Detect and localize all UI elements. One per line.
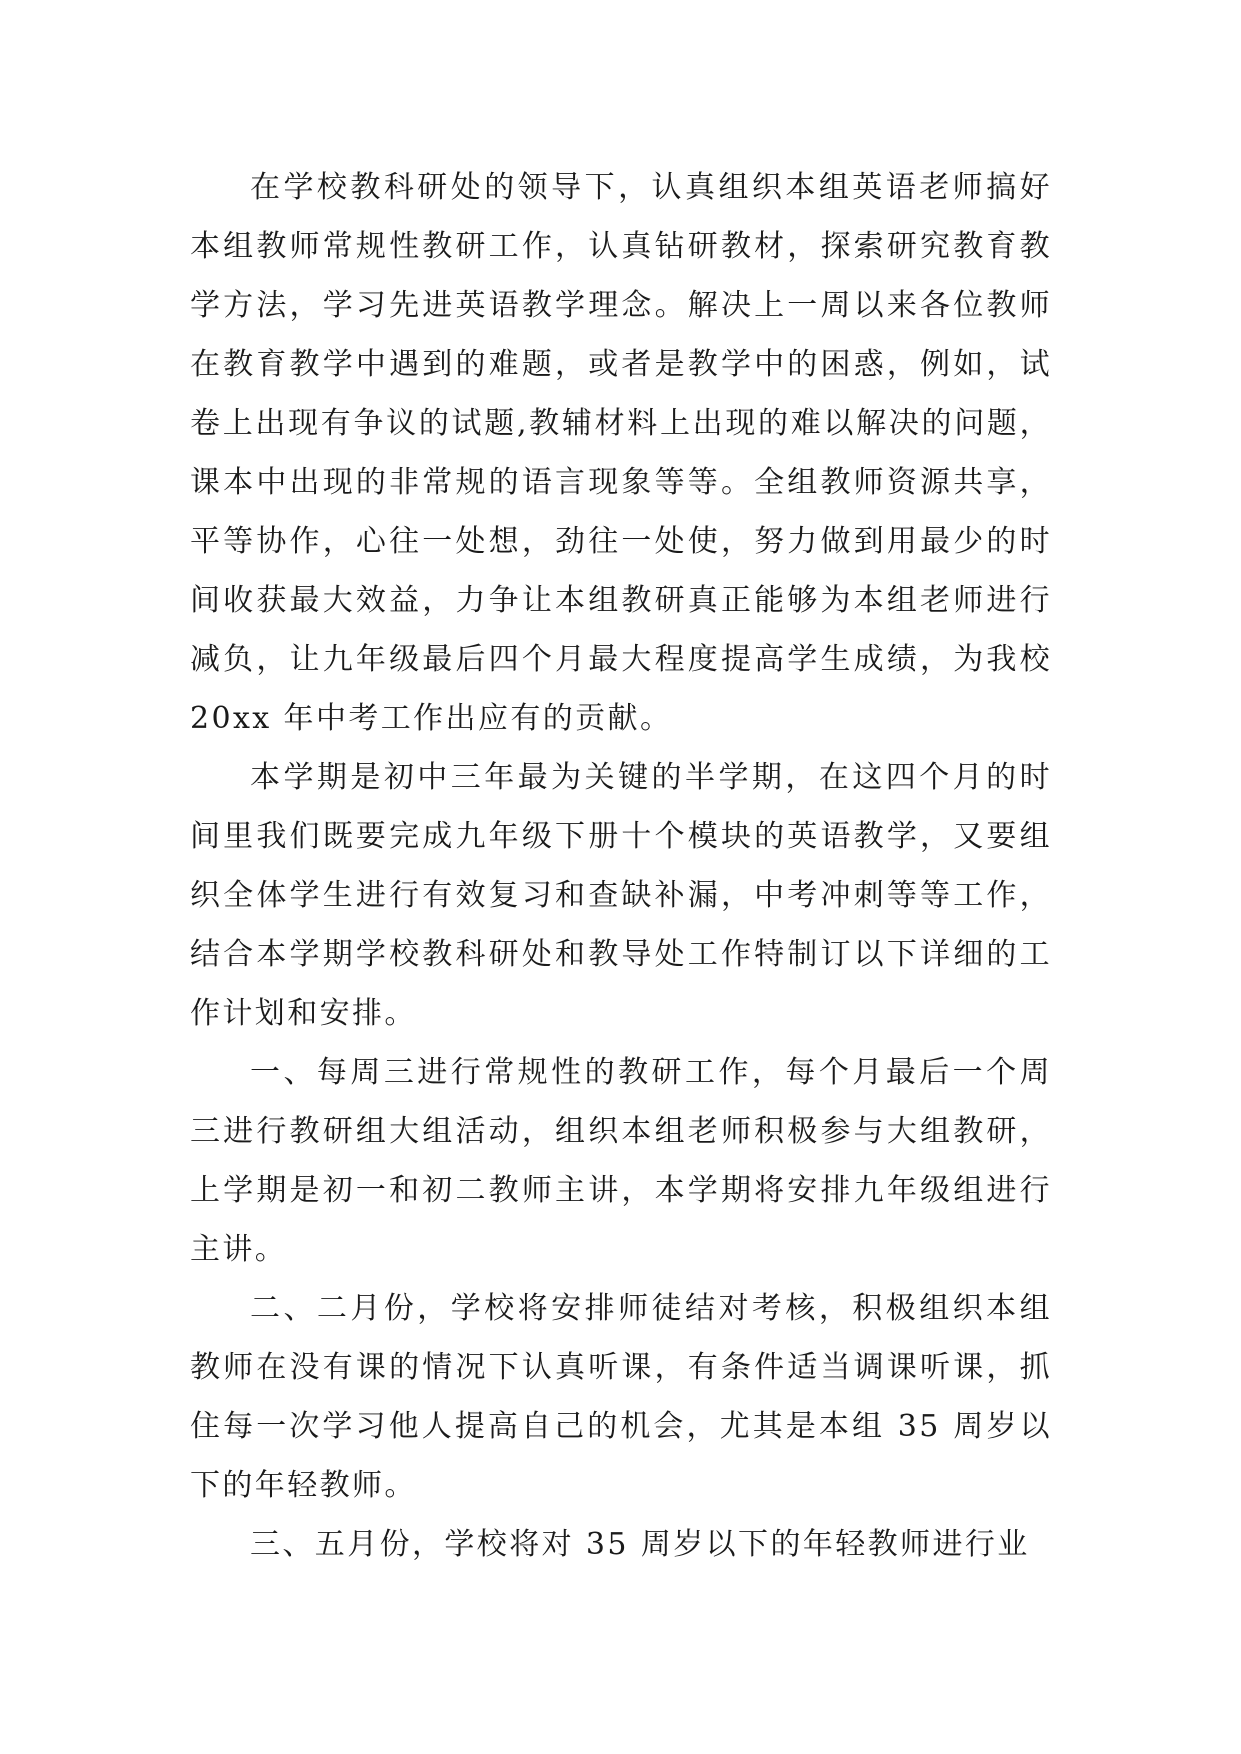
paragraph-intro: 在学校教科研处的领导下，认真组织本组英语老师搞好本组教师常规性教研工作，认真钻研教材，探索研究教育教学方法，学习先进英语教学理念。解决上一周以来各位教师在教育教学中遇到的难题，或者是教学中的困惑，例如，试卷上出现有争议的试题,教辅材料上出现的难以解决的问题，课本中出现的非常规的语言现象等等。全组教师资源共享，平等协作，心往一处想，劲往一处使，努力做到用最少的时间收获最大效益，力争让本组教研真正能够为本组老师进行减负，让九年级最后四个月最大程度提高学生成绩，为我校20xx 年中考工作出应有的贡献。 <box>190 170 1052 736</box>
document-body <box>190 158 1052 1574</box>
paragraph-item-2: 二、二月份，学校将安排师徒结对考核，积极组织本组教师在没有课的情况下认真听课，有条件适当调课听课，抓住每一次学习他人提高自己的机会，尤其是本组 35 周岁以下的年轻教师。 <box>190 1291 1052 1503</box>
paragraph-semester-overview: 本学期是初中三年最为关键的半学期，在这四个月的时间里我们既要完成九年级下册十个模块的英语教学，又要组织全体学生进行有效复习和查缺补漏，中考冲刺等等工作，结合本学期学校教科研处和教导处工作特制订以下详细的工作计划和安排。 <box>190 760 1052 1031</box>
paragraph-item-3: 三、五月份，学校将对 35 周岁以下的年轻教师进行业 <box>250 1527 1030 1562</box>
paragraph-item-1: 一、每周三进行常规性的教研工作，每个月最后一个周三进行教研组大组活动，组织本组老师积极参与大组教研，上学期是初一和初二教师主讲，本学期将安排九年级组进行主讲。 <box>190 1055 1052 1267</box>
